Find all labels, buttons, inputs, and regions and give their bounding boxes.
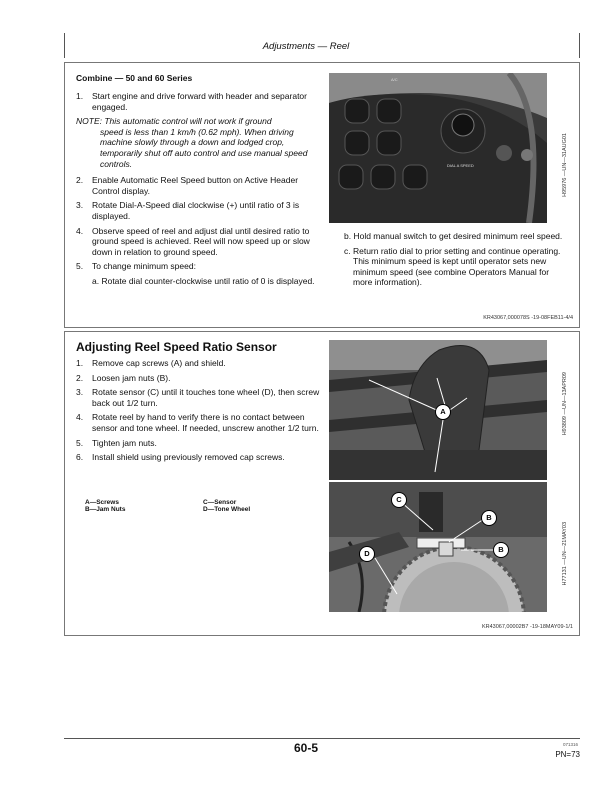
step-1: 1. Remove cap screws (A) and shield.: [76, 358, 226, 368]
ref-code-1: KR43067,000078S -19-08FEB11-4/4: [483, 315, 573, 321]
section1-steps-block: [76, 91, 321, 287]
step-1: 1. Start engine and drive forward with header and separator engaged.: [76, 91, 307, 112]
step-6: 6. Install shield using previously removed cap screws.: [76, 452, 285, 463]
footer-small-code: 071316: [562, 742, 578, 747]
note: NOTE: This automatic control will not work if ground speed is less than 1 km/h (0.62 mph). When driving machine slowly through a down and lodged crop, temporarily shut off auto control and use manual speed controls.: [76, 116, 308, 169]
page-number: 60-5: [293, 741, 319, 755]
callout-a: A: [435, 404, 451, 420]
step-2: 2. Loosen jam nuts (B).: [76, 372, 171, 383]
callout-b-lower: B: [493, 542, 509, 558]
step-3: 3. Rotate sensor (C) until it touches tone wheel (D), then screw back out 1/2 turn.: [76, 387, 320, 408]
shield-photo: [329, 340, 547, 480]
section2-steps-block: [76, 358, 321, 467]
step-2: 2. Enable Automatic Reel Speed button on Active Header Control display.: [76, 175, 299, 196]
callout-b-upper: B: [481, 510, 497, 526]
ac-label: A/C: [391, 77, 398, 82]
tone-wheel-photo: [329, 482, 547, 612]
section-combine-50-60: [64, 62, 580, 328]
image-code-1: H95976 —UN—31AUG01: [562, 133, 568, 197]
callout-c: C: [391, 492, 407, 508]
image-code-2: H93809 —UN—13APR09: [562, 372, 568, 436]
step-3: 3. Rotate Dial-A-Speed dial clockwise (+) until ratio of 3 is displayed.: [76, 200, 300, 221]
step-4: 4. Rotate reel by hand to verify there is no contact between sensor and tone wheel. If needed, unscrew another 1/2 turn.: [76, 412, 319, 433]
control-panel-photo: [329, 73, 547, 223]
substep-a: a. Rotate dial counter-clockwise until ratio of 0 is displayed.: [92, 275, 315, 286]
page-header-title: Adjustments — Reel: [262, 41, 350, 52]
section2-heading: Adjusting Reel Speed Ratio Sensor: [76, 340, 277, 354]
step-5: 5. Tighten jam nuts.: [76, 437, 157, 448]
control-panel-illustration: [329, 73, 547, 223]
step-5: 5. To change minimum speed:: [76, 261, 196, 272]
section-reel-speed-sensor: [64, 331, 580, 636]
section1-heading: Combine — 50 and 60 Series: [76, 73, 193, 83]
dial-a-speed-label: DIAL A SPEED: [447, 163, 474, 168]
image-code-3: H77131 —UN—21MAY03: [562, 522, 568, 586]
legend: A—Screws C—Sensor B—Jam Nuts D—Tone Wheel: [85, 499, 251, 513]
substep-b: b. Hold manual switch to get desired minimum reel speed.: [344, 231, 563, 241]
callout-d: D: [359, 546, 375, 562]
footer-pn: PN=73: [555, 750, 580, 759]
step-4: 4. Observe speed of reel and adjust dial until desired ratio to ground speed is achieved. Reel will now speed up or slow down in relation to ground speed.: [76, 225, 310, 257]
ref-code-2: KR43067,00002B7 -19-18MAY09-1/1: [481, 624, 573, 630]
section1-substeps-right: [344, 231, 570, 288]
substep-c: c. Return ratio dial to prior setting and continue operating. This minimum speed is kept until operator sets new minimum speed (see combine Operators Manual for more information).: [344, 245, 561, 288]
